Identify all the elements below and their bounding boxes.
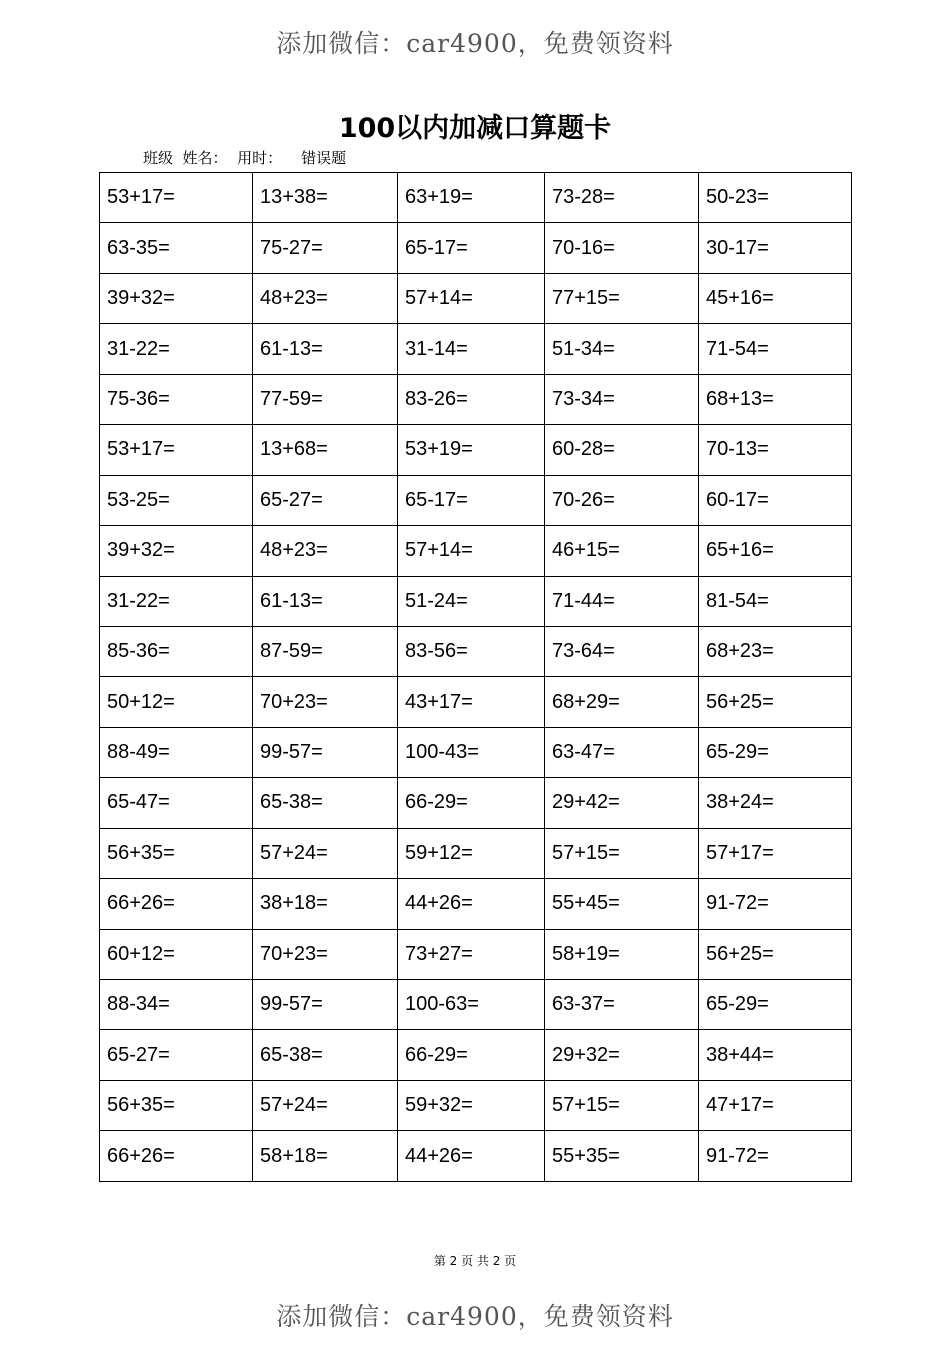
problem-cell: 70-13= (699, 425, 852, 475)
problem-cell: 61-13= (253, 576, 398, 626)
problem-cell: 66-29= (398, 778, 545, 828)
table-row (100, 677, 852, 727)
table-row (100, 1131, 852, 1182)
problem-cell: 73-34= (545, 374, 699, 424)
problem-cell: 44+26= (398, 1131, 545, 1182)
problem-cell: 51-24= (398, 576, 545, 626)
problem-cell: 65-47= (100, 778, 253, 828)
problem-cell: 51-34= (545, 324, 699, 374)
table-row (100, 828, 852, 878)
table-row (100, 273, 852, 323)
table-row (100, 526, 852, 576)
problem-cell: 57+14= (398, 526, 545, 576)
watermark-bottom: 添加微信：car4900，免费领资料 (276, 1302, 674, 1331)
table-row (100, 727, 852, 777)
problem-cell: 53+19= (398, 425, 545, 475)
problem-cell: 58+18= (253, 1131, 398, 1182)
problem-cell: 60-17= (699, 475, 852, 525)
problem-cell: 100-63= (398, 980, 545, 1030)
problem-cell: 71-44= (545, 576, 699, 626)
problem-cell: 56+25= (699, 677, 852, 727)
problem-table (99, 172, 852, 1182)
problem-cell: 55+35= (545, 1131, 699, 1182)
problem-cell: 66+26= (100, 879, 253, 929)
table-row (100, 223, 852, 273)
problem-cell: 65+16= (699, 526, 852, 576)
problem-cell: 73-64= (545, 626, 699, 676)
problem-cell: 75-27= (253, 223, 398, 273)
problem-cell: 38+44= (699, 1030, 852, 1080)
problem-cell: 88-34= (100, 980, 253, 1030)
table-row (100, 929, 852, 979)
problem-cell: 29+42= (545, 778, 699, 828)
problem-cell: 53-25= (100, 475, 253, 525)
problem-cell: 65-38= (253, 1030, 398, 1080)
problem-cell: 48+23= (253, 526, 398, 576)
problem-cell: 39+32= (100, 273, 253, 323)
problem-cell: 71-54= (699, 324, 852, 374)
problem-cell: 91-72= (699, 879, 852, 929)
table-row (100, 576, 852, 626)
problem-cell: 57+14= (398, 273, 545, 323)
problem-cell: 70+23= (253, 677, 398, 727)
problem-cell: 57+15= (545, 1080, 699, 1130)
problem-cell: 58+19= (545, 929, 699, 979)
problem-cell: 13+68= (253, 425, 398, 475)
table-row (100, 879, 852, 929)
problem-cell: 57+15= (545, 828, 699, 878)
problem-cell: 57+24= (253, 828, 398, 878)
problem-cell: 77+15= (545, 273, 699, 323)
problem-cell: 65-29= (699, 727, 852, 777)
table-row (100, 173, 852, 223)
problem-cell: 31-22= (100, 324, 253, 374)
problem-cell: 85-36= (100, 626, 253, 676)
problem-cell: 31-22= (100, 576, 253, 626)
problem-cell: 73+27= (398, 929, 545, 979)
problem-cell: 65-27= (253, 475, 398, 525)
problem-cell: 45+16= (699, 273, 852, 323)
problem-cell: 65-17= (398, 223, 545, 273)
problem-cell: 38+18= (253, 879, 398, 929)
problem-cell: 65-38= (253, 778, 398, 828)
problem-cell: 83-56= (398, 626, 545, 676)
problem-cell: 99-57= (253, 980, 398, 1030)
problem-cell: 63-47= (545, 727, 699, 777)
problem-cell: 38+24= (699, 778, 852, 828)
problem-cell: 68+23= (699, 626, 852, 676)
problem-cell: 63-35= (100, 223, 253, 273)
student-info-line: 班级 姓名： 用时： 错误题 (143, 149, 347, 167)
problem-cell: 73-28= (545, 173, 699, 223)
problem-cell: 77-59= (253, 374, 398, 424)
problem-cell: 13+38= (253, 173, 398, 223)
problem-cell: 59+32= (398, 1080, 545, 1130)
problem-cell: 70-26= (545, 475, 699, 525)
problem-cell: 60+12= (100, 929, 253, 979)
problem-cell: 68+29= (545, 677, 699, 727)
problem-cell: 56+35= (100, 1080, 253, 1130)
problem-cell: 70-16= (545, 223, 699, 273)
table-row (100, 324, 852, 374)
problem-cell: 100-43= (398, 727, 545, 777)
problem-cell: 56+35= (100, 828, 253, 878)
problem-cell: 70+23= (253, 929, 398, 979)
problem-cell: 83-26= (398, 374, 545, 424)
problem-cell: 53+17= (100, 425, 253, 475)
problem-cell: 63-37= (545, 980, 699, 1030)
page-title: 100以内加减口算题卡 (338, 113, 612, 144)
problem-cell: 60-28= (545, 425, 699, 475)
problem-cell: 59+12= (398, 828, 545, 878)
problem-cell: 68+13= (699, 374, 852, 424)
table-row (100, 1030, 852, 1080)
table-row (100, 1080, 852, 1130)
problem-cell: 66-29= (398, 1030, 545, 1080)
problem-cell: 65-29= (699, 980, 852, 1030)
table-row (100, 425, 852, 475)
problem-cell: 57+24= (253, 1080, 398, 1130)
problem-cell: 56+25= (699, 929, 852, 979)
problem-cell: 91-72= (699, 1131, 852, 1182)
problem-cell: 44+26= (398, 879, 545, 929)
problem-cell: 46+15= (545, 526, 699, 576)
problem-cell: 65-27= (100, 1030, 253, 1080)
problem-cell: 50+12= (100, 677, 253, 727)
table-row (100, 778, 852, 828)
watermark-top: 添加微信：car4900，免费领资料 (276, 29, 674, 58)
problem-cell: 66+26= (100, 1131, 253, 1182)
page-number: 第 2 页 共 2 页 (433, 1254, 517, 1268)
problem-cell: 39+32= (100, 526, 253, 576)
problem-cell: 48+23= (253, 273, 398, 323)
table-row (100, 626, 852, 676)
problem-cell: 43+17= (398, 677, 545, 727)
problem-cell: 53+17= (100, 173, 253, 223)
table-row (100, 374, 852, 424)
problem-cell: 57+17= (699, 828, 852, 878)
problem-cell: 29+32= (545, 1030, 699, 1080)
problem-cell: 31-14= (398, 324, 545, 374)
table-row (100, 475, 852, 525)
problem-cell: 81-54= (699, 576, 852, 626)
problem-cell: 75-36= (100, 374, 253, 424)
problem-cell: 87-59= (253, 626, 398, 676)
problem-cell: 30-17= (699, 223, 852, 273)
table-row (100, 980, 852, 1030)
problem-cell: 65-17= (398, 475, 545, 525)
problem-cell: 88-49= (100, 727, 253, 777)
problem-cell: 63+19= (398, 173, 545, 223)
problem-cell: 55+45= (545, 879, 699, 929)
problem-cell: 50-23= (699, 173, 852, 223)
problem-cell: 47+17= (699, 1080, 852, 1130)
problem-cell: 61-13= (253, 324, 398, 374)
problem-cell: 99-57= (253, 727, 398, 777)
